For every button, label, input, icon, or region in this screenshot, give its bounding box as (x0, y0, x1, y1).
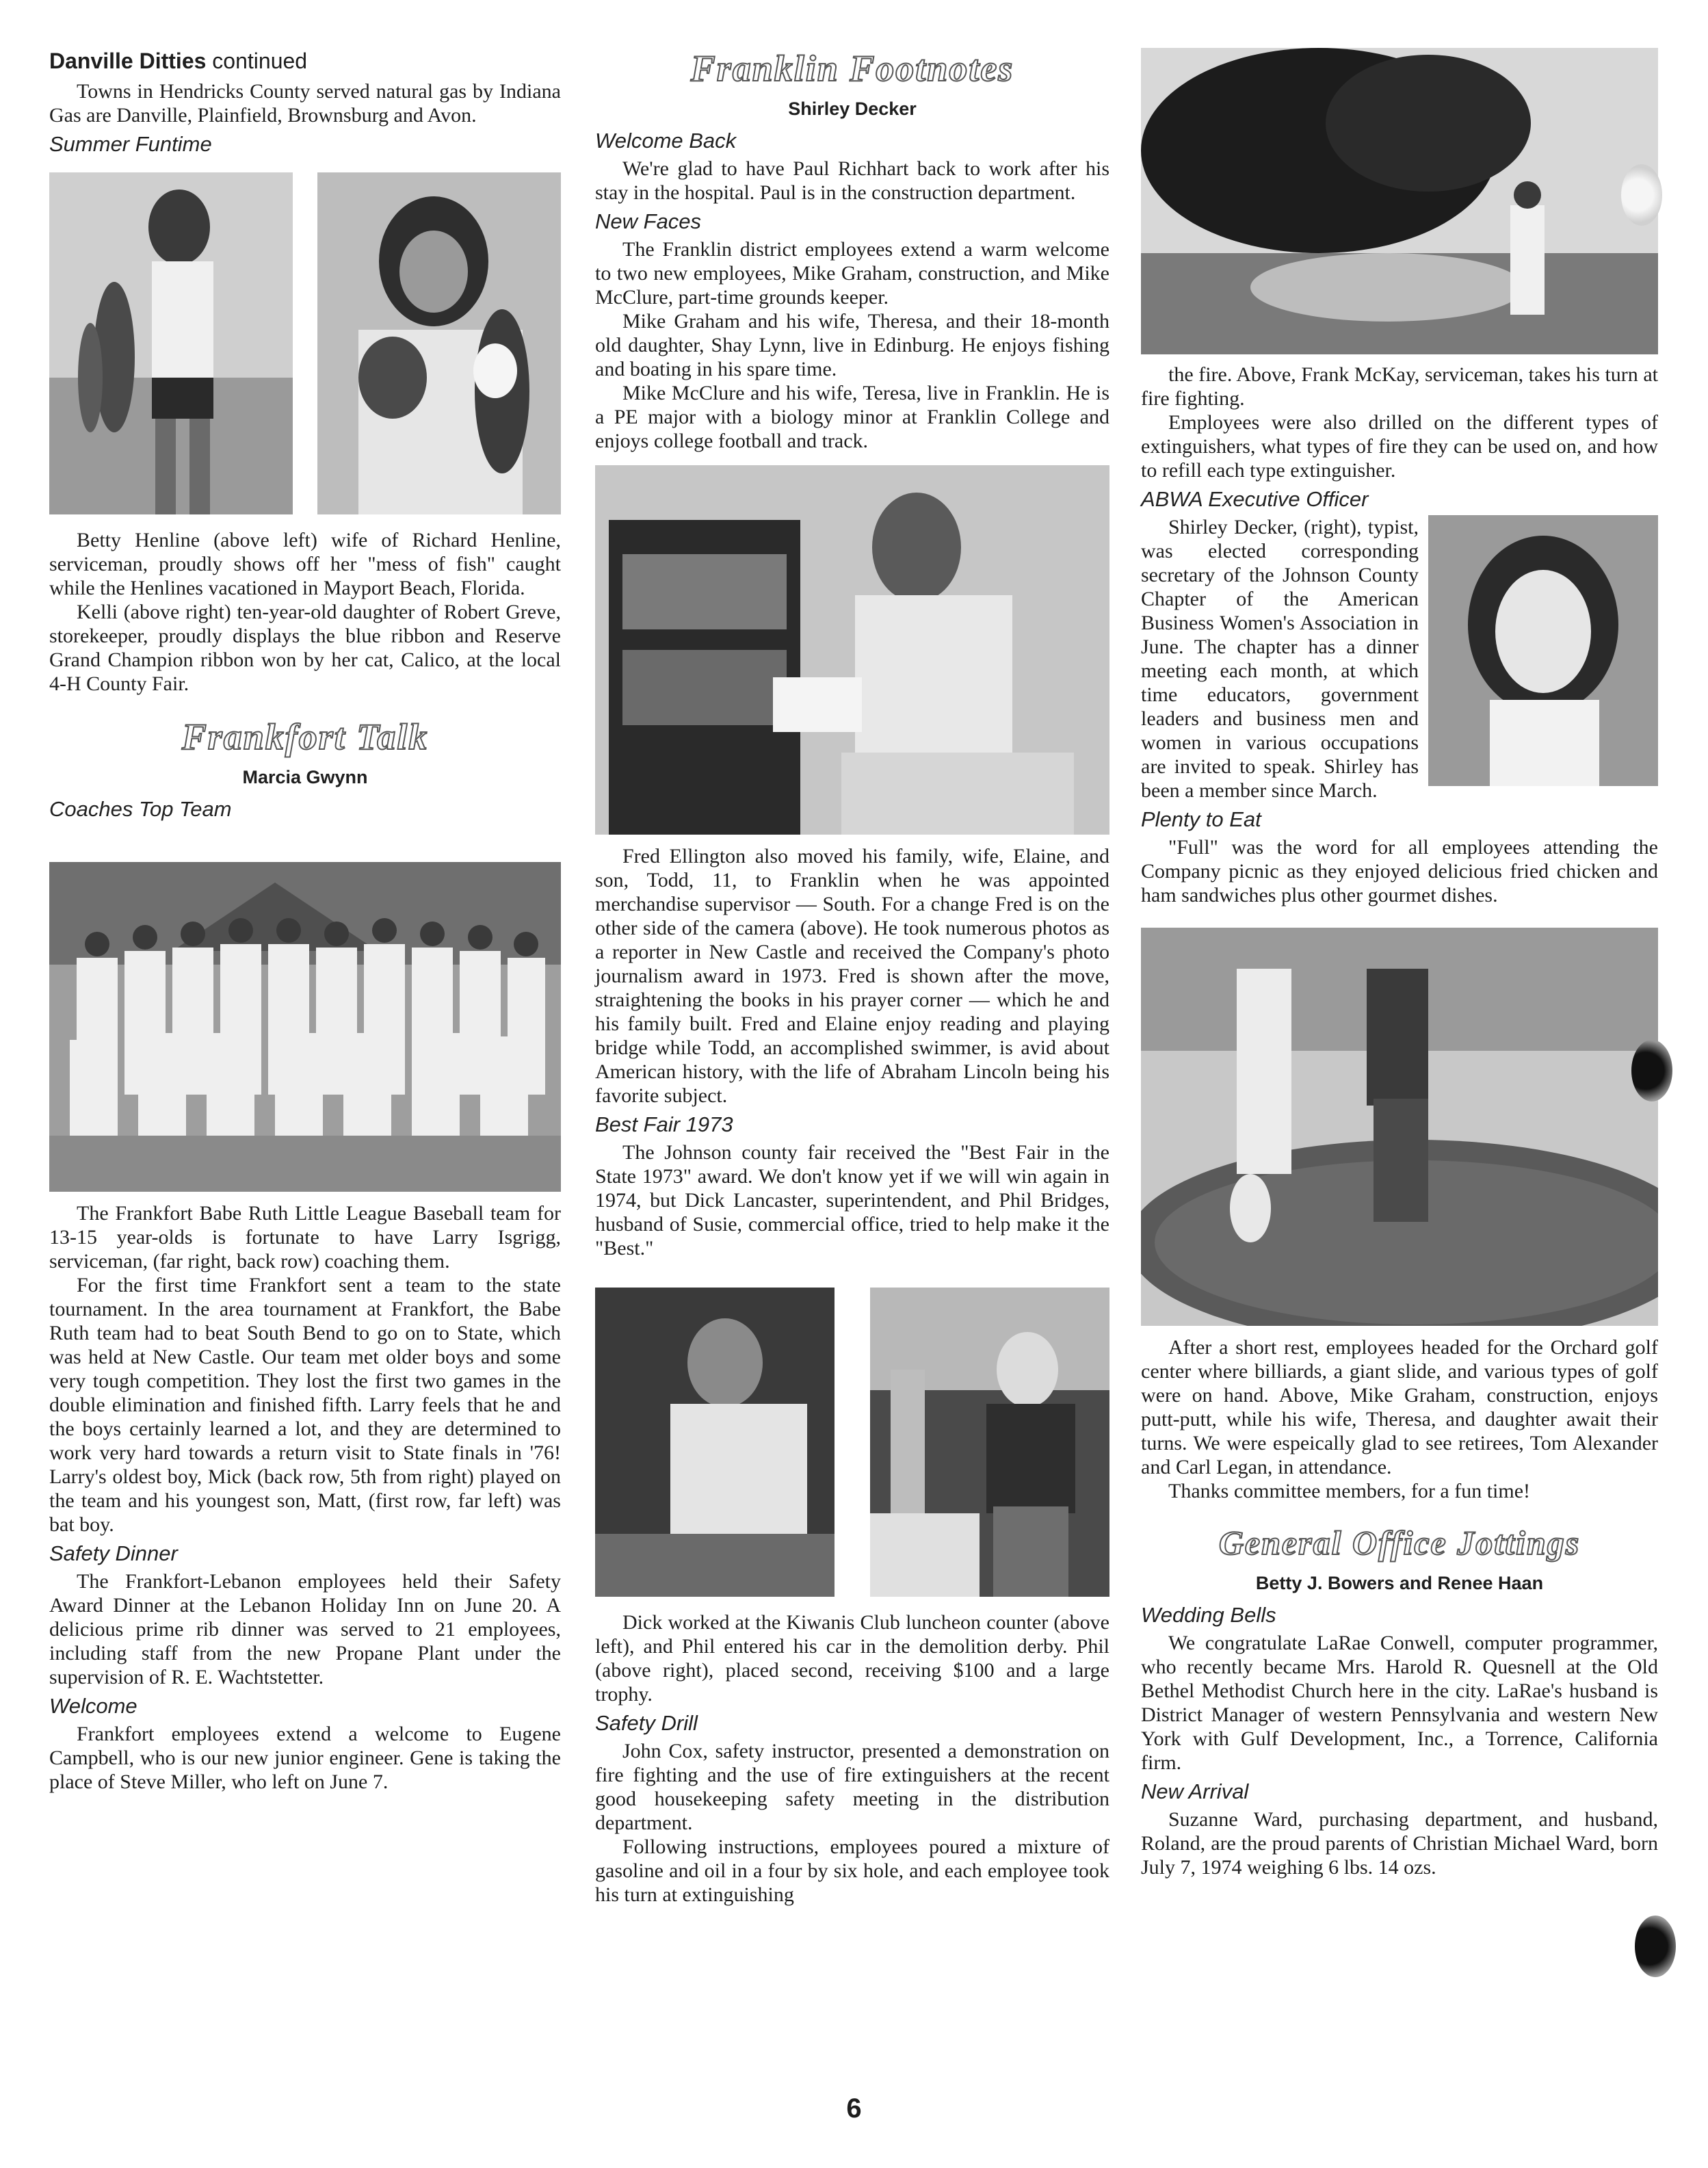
subhead-wedding: Wedding Bells (1141, 1603, 1276, 1627)
paragraph-safety-drill-2: Following instructions, employees poured a mixture of gasoline and oil in a four by six hole, and each employee took his turn at extinguishing (595, 1836, 1109, 1906)
photo-fire-drill (1141, 48, 1658, 354)
byline-general-office: Betty J. Bowers and Renee Haan (1255, 1573, 1544, 1593)
subhead-new-arrival: New Arrival (1141, 1779, 1249, 1803)
paragraph-abwa: Shirley Decker, (right), typist, was elected corresponding secretary of the Johnson County Chapter of the American Business Women's Association in June. The chapter has a dinner meeting each month, at which time educators, government leaders and business men and women in various occupations are invited to speak. Shirley has been a member since March. (1141, 516, 1419, 802)
paragraph-welcome: Frankfort employees extend a welcome to Eugene Campbell, who is our new junior engineer. Gene is taking the place of Steve Miller, who left on June 7. (49, 1723, 561, 1793)
byline-frankfort: Marcia Gwynn (242, 767, 368, 787)
photo-putt-putt (1141, 928, 1658, 1326)
subhead-plenty: Plenty to Eat (1141, 807, 1261, 831)
page-number: 6 (846, 2093, 862, 2124)
byline-franklin: Shirley Decker (788, 99, 917, 119)
subhead-new-faces: New Faces (595, 209, 702, 233)
photo-row-funtime (49, 172, 561, 514)
subhead-safety-dinner: Safety Dinner (49, 1541, 178, 1565)
paragraph-plenty: "Full" was the word for all employees attending the Company picnic as they enjoyed delicious fried chicken and ham sandwiches plus other gourmet dishes. (1141, 836, 1658, 906)
photo-dick-kiwanis (595, 1288, 835, 1597)
binder-hole-decoration (1621, 164, 1662, 226)
paragraph-wedding: We congratulate LaRae Conwell, computer programmer, who recently became Mrs. Harold R. Quesnell at the Old Bethel Methodist Church here in the city. LaRae's husband is District Manager of western Pennsylvania and western New York with Gulf Development, Inc., a Torrence, California firm. (1141, 1632, 1658, 1774)
column-left (49, 48, 561, 1794)
photo-betty-fish (49, 172, 293, 514)
paragraph-fred: Fred Ellington also moved his family, wife, Elaine, and son, Todd, 11, to Franklin when he was appointed merchandise supervisor — South. For a change Fred is on the other side of the camera (above). He took numerous photos as a reporter in New Castle and received the Company's photo journalism award in 1973. Fred is shown after the move, straightening the books in his prayer corner — which he and his family built. Fred and Elaine enjoy reading and playing bridge while Todd, an accomplished swimmer, is avid about American history, with the life of Abraham Lincoln being his favorite subject. (595, 845, 1109, 1107)
paragraph-kelli: Kelli (above right) ten-year-old daughter of Robert Greve, storekeeper, proudly displays the blue ribbon and Reserve Grand Champion ribbon won by her cat, Calico, at the local 4-H County Fair. (49, 601, 561, 695)
column-right (1141, 48, 1658, 1879)
section-title-frankfort: Frankfort Talk (181, 716, 429, 757)
photo-baseball-team (49, 862, 561, 1192)
photo-row-fair (595, 1288, 1109, 1597)
paragraph-new-faces-1: The Franklin district employees extend a warm welcome to two new employees, Mike Graham, construction, and Mike McClure, part-time grounds keeper. (595, 238, 1109, 309)
photo-kelli-cat (317, 172, 561, 514)
subhead-welcome-back: Welcome Back (595, 129, 737, 153)
paragraph-team: The Frankfort Babe Ruth Little League Baseball team for 13-15 year-olds is fortunate to have Larry Isgrigg, serviceman, (far right, back row) coaching them. (49, 1202, 561, 1272)
kicker-continued: continued (212, 49, 308, 73)
section-title-franklin: Franklin Footnotes (690, 48, 1014, 89)
paragraph-dick: Dick worked at the Kiwanis Club luncheon counter (above left), and Phil entered his car in the demolition derby. Phil (above right), placed second, receiving $100 and a large trophy. (595, 1611, 1109, 1706)
paragraph-first-time: For the first time Frankfort sent a team to the state tournament. In the area tournament at Frankfort, the Babe Ruth team had to beat South Bend to go on to State, which was held at New Castle. Our team met older boys and some very tough competition. They lost the first two games in the double elimination and finished fifth. Larry feels that he and the boys certainly learned a lot, and they are determined to work very hard towards a return visit to State finals in '76! Larry's oldest boy, Mick (back row, 5th from right) played on the team and his youngest son, Matt, (first row, far left) was bat boy. (49, 1274, 561, 1536)
paragraph-safety-dinner: The Frankfort-Lebanon employees held their Safety Award Dinner at the Lebanon Holiday Inn on June 20. A delicious prime rib dinner was served to 21 employees, including staff from the new Propane Plant under the supervision of R. E. Wachtstetter. (49, 1570, 561, 1688)
paragraph-safety-drill-1: John Cox, safety instructor, presented a demonstration on fire fighting and the use of fire extinguishers at the recent good housekeeping safety meeting in the distribution department. (595, 1740, 1109, 1834)
section-kicker (49, 48, 561, 74)
paragraph-fire: the fire. Above, Frank McKay, serviceman, takes his turn at fire fighting. (1141, 363, 1658, 410)
photo-shirley-decker (1428, 515, 1658, 786)
subhead-safety-drill: Safety Drill (595, 1711, 698, 1735)
subhead-welcome: Welcome (49, 1694, 137, 1718)
paragraph-thanks: Thanks committee members, for a fun time! (1168, 1480, 1530, 1502)
paragraph-welcome-back: We're glad to have Paul Richhart back to work after his stay in the hospital. Paul is in the construction department. (595, 157, 1109, 204)
paragraph-rest: After a short rest, employees headed for the Orchard golf center where billiards, a giant slide, and various types of golf were on hand. Above, Mike Graham, construction, enjoys putt-putt, while his wife, Theresa, and daughter await their turns. We were espeically glad to see retirees, Tom Alexander and Carl Legan, in attendance. (1141, 1336, 1658, 1478)
subhead-abwa: ABWA Executive Officer (1141, 487, 1369, 511)
paragraph-new-faces-2: Mike Graham and his wife, Theresa, and their 18-month old daughter, Shay Lynn, live in Edinburg. He enjoys fishing and boating in his spare time. (595, 310, 1109, 380)
photo-phil-trophy (870, 1288, 1109, 1597)
column-middle (595, 48, 1109, 1907)
binder-hole-decoration (1635, 1916, 1676, 1977)
paragraph-new-faces-3: Mike McClure and his wife, Teresa, live in Franklin. He is a PE major with a biology minor at Franklin College and enjoys college football and track. (595, 382, 1109, 452)
subhead-summer-funtime: Summer Funtime (49, 132, 212, 156)
paragraph-towns: Towns in Hendricks County served natural gas by Indiana Gas are Danville, Plainfield, Brownsburg and Avon. (49, 80, 561, 127)
subhead-best-fair: Best Fair 1973 (595, 1112, 733, 1136)
paragraph-new-arrival: Suzanne Ward, purchasing department, and husband, Roland, are the proud parents of Christian Michael Ward, born July 7, 1974 weighing 6 lbs. 14 ozs. (1141, 1808, 1658, 1879)
paragraph-best-fair: The Johnson county fair received the "Best Fair in the State 1973" award. We don't know yet if we will win again in 1974, but Dick Lancaster, superintendent, and Phil Bridges, husband of Susie, commercial office, tried to help make it the "Best." (595, 1141, 1109, 1259)
photo-fred-books (595, 465, 1109, 835)
paragraph-drilled: Employees were also drilled on the different types of extinguishers, what types of fire they can be used on, and how to refill each type extinguisher. (1141, 411, 1658, 482)
subhead-coaches: Coaches Top Team (49, 797, 232, 821)
section-title-general-office: General Office Jottings (1218, 1524, 1581, 1562)
paragraph-betty: Betty Henline (above left) wife of Richard Henline, serviceman, proudly shows off her "mess of fish" caught while the Henlines vacationed in Mayport Beach, Florida. (49, 529, 561, 599)
binder-hole-decoration (1631, 1040, 1672, 1101)
kicker-title: Danville Ditties (49, 49, 207, 73)
